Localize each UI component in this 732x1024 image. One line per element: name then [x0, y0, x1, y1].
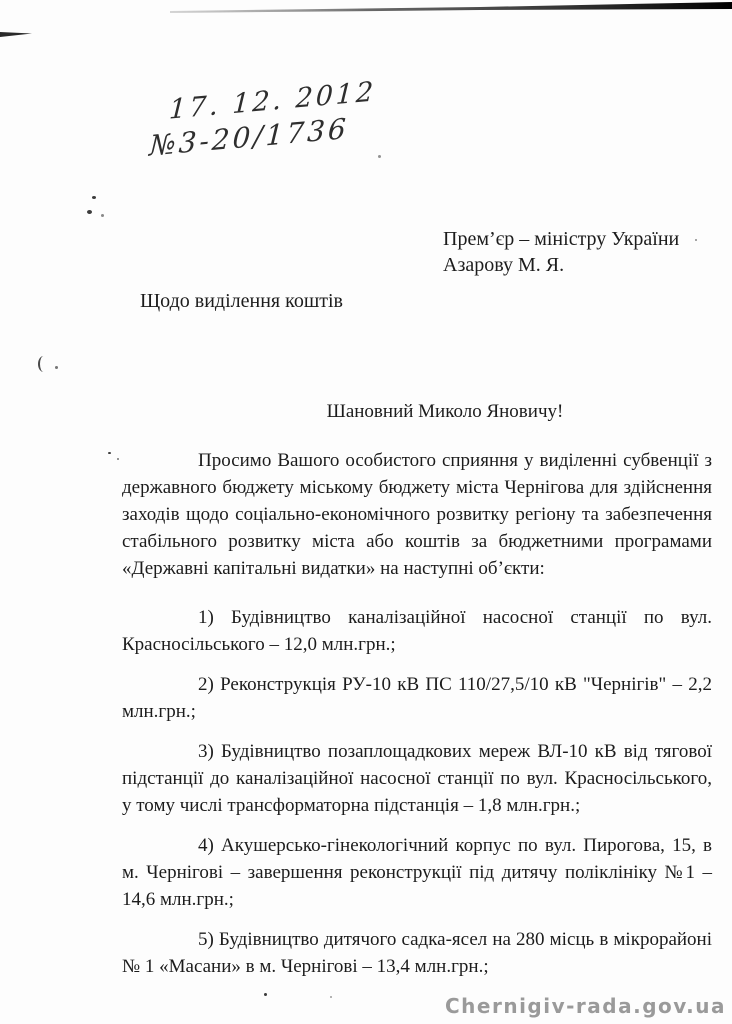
handwritten-date: 17. 12. 2012: [168, 76, 377, 126]
scan-edge-artifact: [0, 0, 732, 44]
site-watermark: Chernigiv-rada.gov.ua: [444, 994, 726, 1018]
addressee-title: Прем’єр – міністру України: [443, 228, 680, 250]
salutation: Шановний Миколо Яновичу!: [326, 401, 564, 422]
handwritten-number: №3-20/1736: [148, 111, 350, 163]
subject-line: Щодо виділення коштів: [140, 290, 343, 312]
scan-noise-speck: [108, 452, 111, 454]
list-item-1: 1) Будівництво каналізаційної насосної станції по вул. Красносільського – 12,0 млн.грн.;: [122, 607, 712, 655]
scan-noise-speck: [695, 239, 697, 241]
scan-noise-speck: [378, 155, 381, 158]
list-item-3: 3) Будівництво позаплощадкових мереж ВЛ-10 кВ від тягової підстанції до каналізаційної насосної станції по вул. Красносільського, у тому числі трансформаторна підстанція – 1,8 млн.грн.;: [122, 741, 712, 816]
scan-noise-speck: [55, 366, 58, 369]
letter-body: [122, 398, 712, 993]
list-item-4: 4) Акушерсько-гінекологічний корпус по вул. Пирогова, 15, в м. Чернігові – завершення реконструкції під дитячу поліклініку №1 – 14,6 млн.грн.;: [122, 835, 712, 910]
scan-noise-mark: [38, 356, 49, 372]
scan-noise-speck: [87, 210, 92, 214]
addressee-name: Азарову М. Я.: [443, 254, 565, 276]
list-item-5: 5) Будівництво дитячого садка-ясел на 280 місць в мікрорайоні № 1 «Масани» в м. Чернігові – 13,4 млн.грн.;: [122, 929, 712, 977]
scan-noise-speck: [117, 458, 119, 460]
addressee-block: [443, 226, 679, 278]
scan-noise-speck: [264, 993, 267, 996]
scan-noise-speck: [92, 196, 96, 199]
scan-noise-speck: [101, 214, 104, 217]
scan-noise-speck: [330, 996, 332, 998]
list-item-2: 2) Реконструкція РУ-10 кВ ПС 110/27,5/10 кВ "Чернігів" – 2,2 млн.грн.;: [122, 674, 712, 722]
intro-paragraph: Просимо Вашого особистого сприяння у виділенні субвенції з державного бюджету міському бюджету міста Чернігова для здійснення заходів щодо соціально-економічного розвитку регіону та забезпечення стабільного розвитку міста або коштів за бюджетними програмами «Державні капітальні видатки» на наступні об’єкти:: [122, 450, 712, 579]
handwritten-stamp: [149, 76, 377, 162]
